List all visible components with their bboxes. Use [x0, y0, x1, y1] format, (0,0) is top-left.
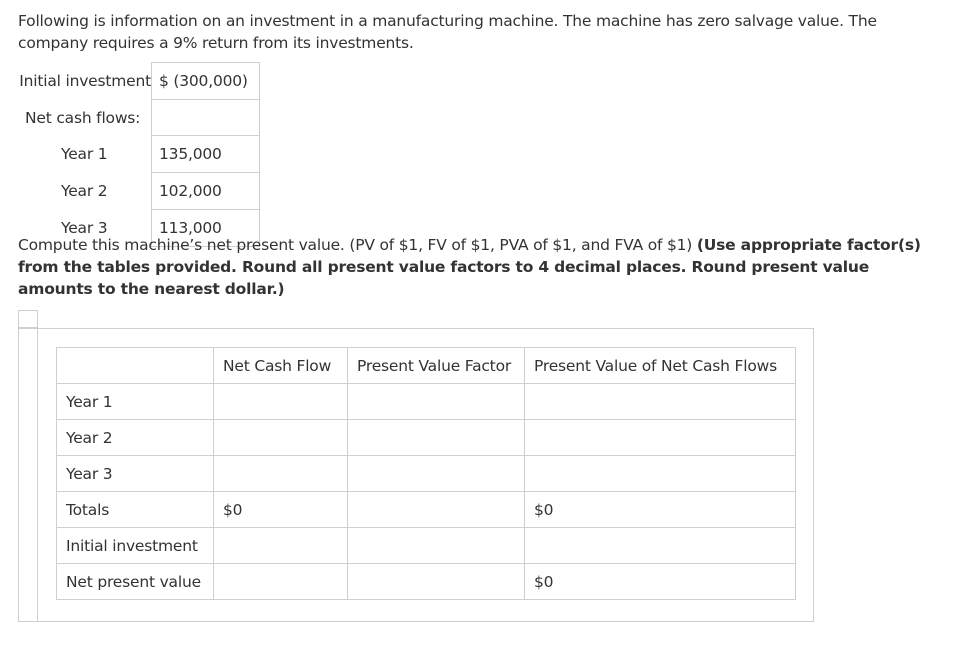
info-year-label: Year 2: [61, 182, 108, 200]
answer-frame: [18, 328, 814, 622]
info-year-value: 135,000: [152, 136, 260, 173]
pv-net-cash-flow-input[interactable]: [525, 420, 796, 456]
npv-pv-factor: [348, 564, 525, 600]
row-label: Net present value: [57, 564, 214, 600]
initial-investment-row: [57, 528, 796, 564]
pv-net-cash-flow-input[interactable]: [525, 456, 796, 492]
info-year-value: 102,000: [152, 173, 260, 210]
pv-factor-input[interactable]: [348, 384, 525, 420]
npv-header-pv-net-cash-flows: Present Value of Net Cash Flows: [525, 348, 796, 384]
answer-frame-left-strip: [19, 329, 38, 621]
npv-header-blank: [57, 348, 214, 384]
info-year-label: Year 3: [61, 219, 108, 237]
net-cash-flows-empty-cell: [152, 100, 260, 136]
row-label: Initial investment: [57, 528, 214, 564]
intro-text: Following is information on an investment in a manufacturing machine. The machine has zero salvage value. The company requires a 9% return from its investments.: [18, 12, 877, 52]
row-label: Year 1: [57, 384, 214, 420]
npv-value: $0: [525, 564, 796, 600]
totals-row: [57, 492, 796, 528]
info-year-value: 113,000: [152, 210, 260, 247]
net-cash-flow-input[interactable]: [214, 420, 348, 456]
info-year-label: Year 1: [61, 145, 108, 163]
net-cash-flow-input[interactable]: [214, 384, 348, 420]
info-year-row: [18, 136, 260, 173]
pv-net-cash-flow-input[interactable]: [525, 528, 796, 564]
table-row: [57, 420, 796, 456]
table-row: [57, 456, 796, 492]
pv-net-cash-flow-input[interactable]: [525, 384, 796, 420]
net-cash-flows-row: [18, 100, 260, 136]
totals-pv-net-cash-flows: $0: [525, 492, 796, 528]
answer-checkbox[interactable]: [18, 310, 38, 328]
npv-header-pv-factor: Present Value Factor: [348, 348, 525, 384]
info-year-row: [18, 173, 260, 210]
pv-factor-input[interactable]: [348, 456, 525, 492]
initial-investment-label: Initial investment: [19, 72, 151, 90]
row-label: Year 3: [57, 456, 214, 492]
initial-investment-row: [18, 63, 260, 100]
npv-table: [56, 347, 796, 600]
table-row: [57, 384, 796, 420]
initial-investment-value: $ (300,000): [152, 63, 260, 100]
net-present-value-row: [57, 564, 796, 600]
pv-factor-input[interactable]: [348, 420, 525, 456]
net-cash-flow-input[interactable]: [214, 456, 348, 492]
question-text: [18, 234, 948, 300]
npv-header-row: [57, 348, 796, 384]
question-instructions: (Use appropriate factor(s) from the tables provided. Round all present value factors to 4 decimal places. Round present value amounts to the nearest dollar.): [18, 236, 921, 298]
npv-header-net-cash-flow: Net Cash Flow: [214, 348, 348, 384]
row-label: Year 2: [57, 420, 214, 456]
row-label: Totals: [57, 492, 214, 528]
npv-net-cash-flow: [214, 564, 348, 600]
totals-pv-factor: [348, 492, 525, 528]
net-cash-flows-label: Net cash flows:: [25, 108, 141, 127]
investment-info-table: [18, 62, 260, 247]
question-plain: Compute this machine’s net present value. (PV of $1, FV of $1, PVA of $1, and FVA of $1): [18, 236, 697, 254]
pv-factor-input[interactable]: [348, 528, 525, 564]
net-cash-flow-input[interactable]: [214, 528, 348, 564]
totals-net-cash-flow: $0: [214, 492, 348, 528]
